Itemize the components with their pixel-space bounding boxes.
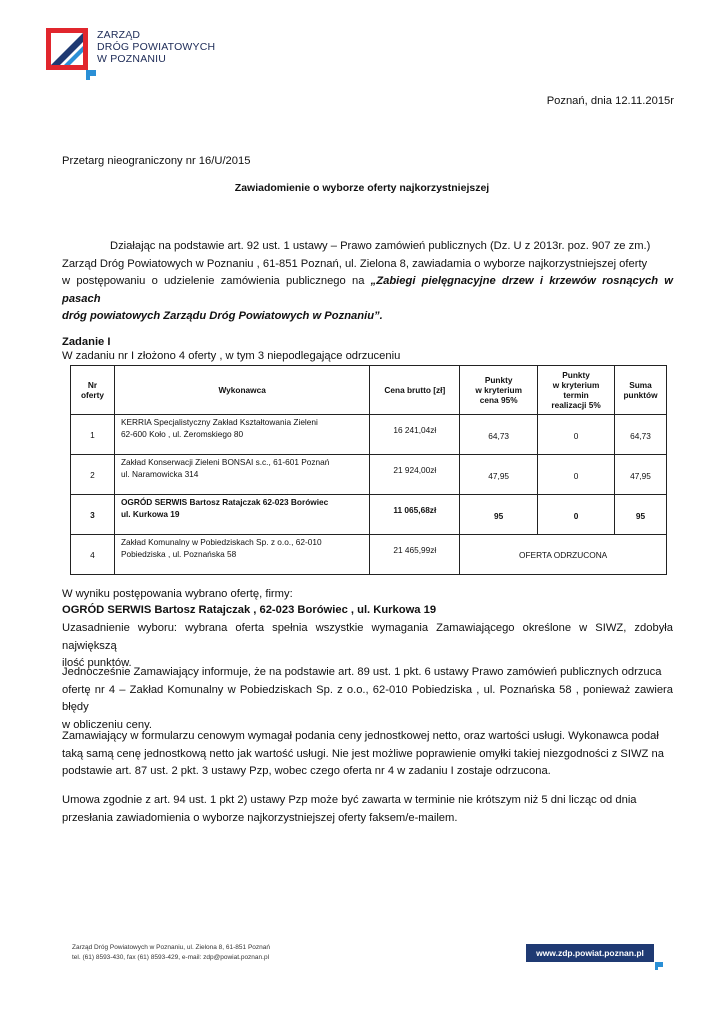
row-price: 11 065,68zł: [370, 495, 460, 535]
row-nr: 4: [71, 535, 115, 575]
row-price: 16 241,04zł: [370, 415, 460, 455]
contract-title-part-2: dróg powiatowych Zarządu Dróg Powiatowych w Poznaniu”.: [62, 310, 383, 322]
intro-line-1: Działając na podstawie art. 92 ust. 1 ustawy – Prawo zamówień publicznych (Dz. U z 2013r. poz. 907 ze zm.): [110, 240, 651, 252]
contract-title-part-1: „Zabiegi pielęgnacyjne drzew i krzewów rosnących w pasach: [62, 275, 673, 305]
task-subtitle: W zadaniu nr I złożono 4 oferty , w tym 3 niepodlegające odrzuceniu: [62, 350, 401, 362]
row-price: 21 924,00zł: [370, 455, 460, 495]
row-points-term: 0: [538, 495, 615, 535]
header-nr: Nr oferty: [71, 366, 115, 415]
row-contractor: Zakład Komunalny w Pobiedziskach Sp. z o.o., 62-010 Pobiedziska , ul. Poznańska 58: [114, 535, 369, 575]
result-line: W wyniku postępowania wybrano ofertę, firmy:: [62, 588, 293, 600]
task-title: Zadanie I: [62, 336, 111, 348]
row-points-price: 47,95: [460, 455, 538, 495]
row-sum: 47,95: [615, 455, 667, 495]
row-price: 21 465,99zł: [370, 535, 460, 575]
intro-line-4: [62, 308, 673, 326]
logo-icon: [46, 28, 88, 70]
row-points-price: 64,73: [460, 415, 538, 455]
row-points-term: 0: [538, 415, 615, 455]
logo-text: [97, 29, 215, 65]
footer-website-link[interactable]: www.zdp.powiat.poznan.pl: [526, 944, 654, 962]
footer-address: Zarząd Dróg Powiatowych w Poznaniu, ul. Zielona 8, 61-851 Poznań tel. (61) 8593-430, fax (61) 8593-429, e-mail: zdp@powiat.poznan.pl: [72, 944, 270, 961]
notice-title: Zawiadomienie o wyborze oferty najkorzystniejszej: [234, 182, 490, 194]
contract-terms-paragraph: Umowa zgodnie z art. 94 ust. 1 pkt 2) ustawy Pzp może być zawarta w terminie nie krótszym niż 5 dni licząc od dnia przesłania zawiadomienia o wyborze najkorzystniejszej oferty faksem/e-mailem.: [62, 794, 637, 824]
row-contractor: Zakład Konserwacji Zieleni BONSAI s.c., 61-601 Poznań ul. Naramowicka 314: [114, 455, 369, 495]
table-row: [71, 455, 667, 495]
header-price: Cena brutto [zł]: [370, 366, 460, 415]
header-points-price: Punkty w kryterium cena 95%: [460, 366, 538, 415]
table-header-row: [71, 366, 667, 415]
footer-pin-icon: [655, 962, 663, 970]
row-points-price: 95: [460, 495, 538, 535]
header-points-term: Punkty w kryterium termin realizacji 5%: [538, 366, 615, 415]
logo-line-2: DRÓG POWIATOWYCH: [97, 41, 216, 53]
row-sum: 95: [615, 495, 667, 535]
offers-table: [70, 365, 667, 575]
table-row: [71, 415, 667, 455]
row-contractor: OGRÓD SERWIS Bartosz Ratajczak 62-023 Borówiec ul. Kurkowa 19: [114, 495, 369, 535]
rejection-paragraph: Jednocześnie Zamawiający informuje, że na podstawie art. 89 ust. 1 pkt. 6 ustawy Prawo zamówień publicznych odrzuca ofertę nr 4 – Zakład Komunalny w Pobiedziskach Sp. z o.o., 62-010 Pobiedziska , ul. Poznańska 58 , ponieważ zawiera błędy w obliczeniu ceny.: [62, 666, 673, 731]
rejection-reason-paragraph: Zamawiający w formularzu cenowym wymagał podania ceny jednostkowej netto, oraz wartości usługi. Wykonawca podał taką samą cenę jednostkową netto jak wartość usługi. Nie jest możliwe poprawienie omyłki takiej niezgodności z SIWZ na podstawie art. 87 ust. 2 pkt. 3 ustawy Pzp, wobec czego oferta nr 4 w zadaniu I zostaje odrzucona.: [62, 730, 664, 777]
row-nr: 1: [71, 415, 115, 455]
row-contractor: KERRIA Specjalistyczny Zakład Kształtowania Zieleni 62-600 Koło , ul. Żeromskiego 80: [114, 415, 369, 455]
row-sum: 64,73: [615, 415, 667, 455]
logo-pin-icon: [86, 70, 96, 80]
rejected-label: OFERTA ODRZUCONA: [460, 535, 667, 575]
logo-line-3: W POZNANIU: [97, 53, 167, 65]
intro-line-3: [62, 273, 673, 308]
row-nr: 3: [71, 495, 115, 535]
tender-number: Przetarg nieograniczony nr 16/U/2015: [62, 155, 251, 167]
table-row-selected: [71, 495, 667, 535]
row-nr: 2: [71, 455, 115, 495]
header-contractor: Wykonawca: [114, 366, 369, 415]
table-row-rejected: [71, 535, 667, 575]
justification-paragraph: Uzasadnienie wyboru: wybrana oferta spełnia wszystkie wymagania Zamawiającego określone w SIWZ, zdobyła największą ilość punktów.: [62, 622, 673, 669]
winner-name: OGRÓD SERWIS Bartosz Ratajczak , 62-023 Borówiec , ul. Kurkowa 19: [62, 604, 437, 616]
row-points-term: 0: [538, 455, 615, 495]
logo-line-1: ZARZĄD: [97, 29, 141, 41]
intro-line-2: Zarząd Dróg Powiatowych w Poznaniu , 61-851 Poznań, ul. Zielona 8, zawiadamia o wyborze najkorzystniejszej oferty: [62, 257, 648, 270]
header-sum: Suma punktów: [615, 366, 667, 415]
document-date: Poznań, dnia 12.11.2015r: [546, 95, 674, 107]
intro-paragraph: [62, 238, 673, 326]
intro-line-3-plain: w postępowaniu o udzielenie zamówienia publicznego na: [62, 275, 371, 287]
